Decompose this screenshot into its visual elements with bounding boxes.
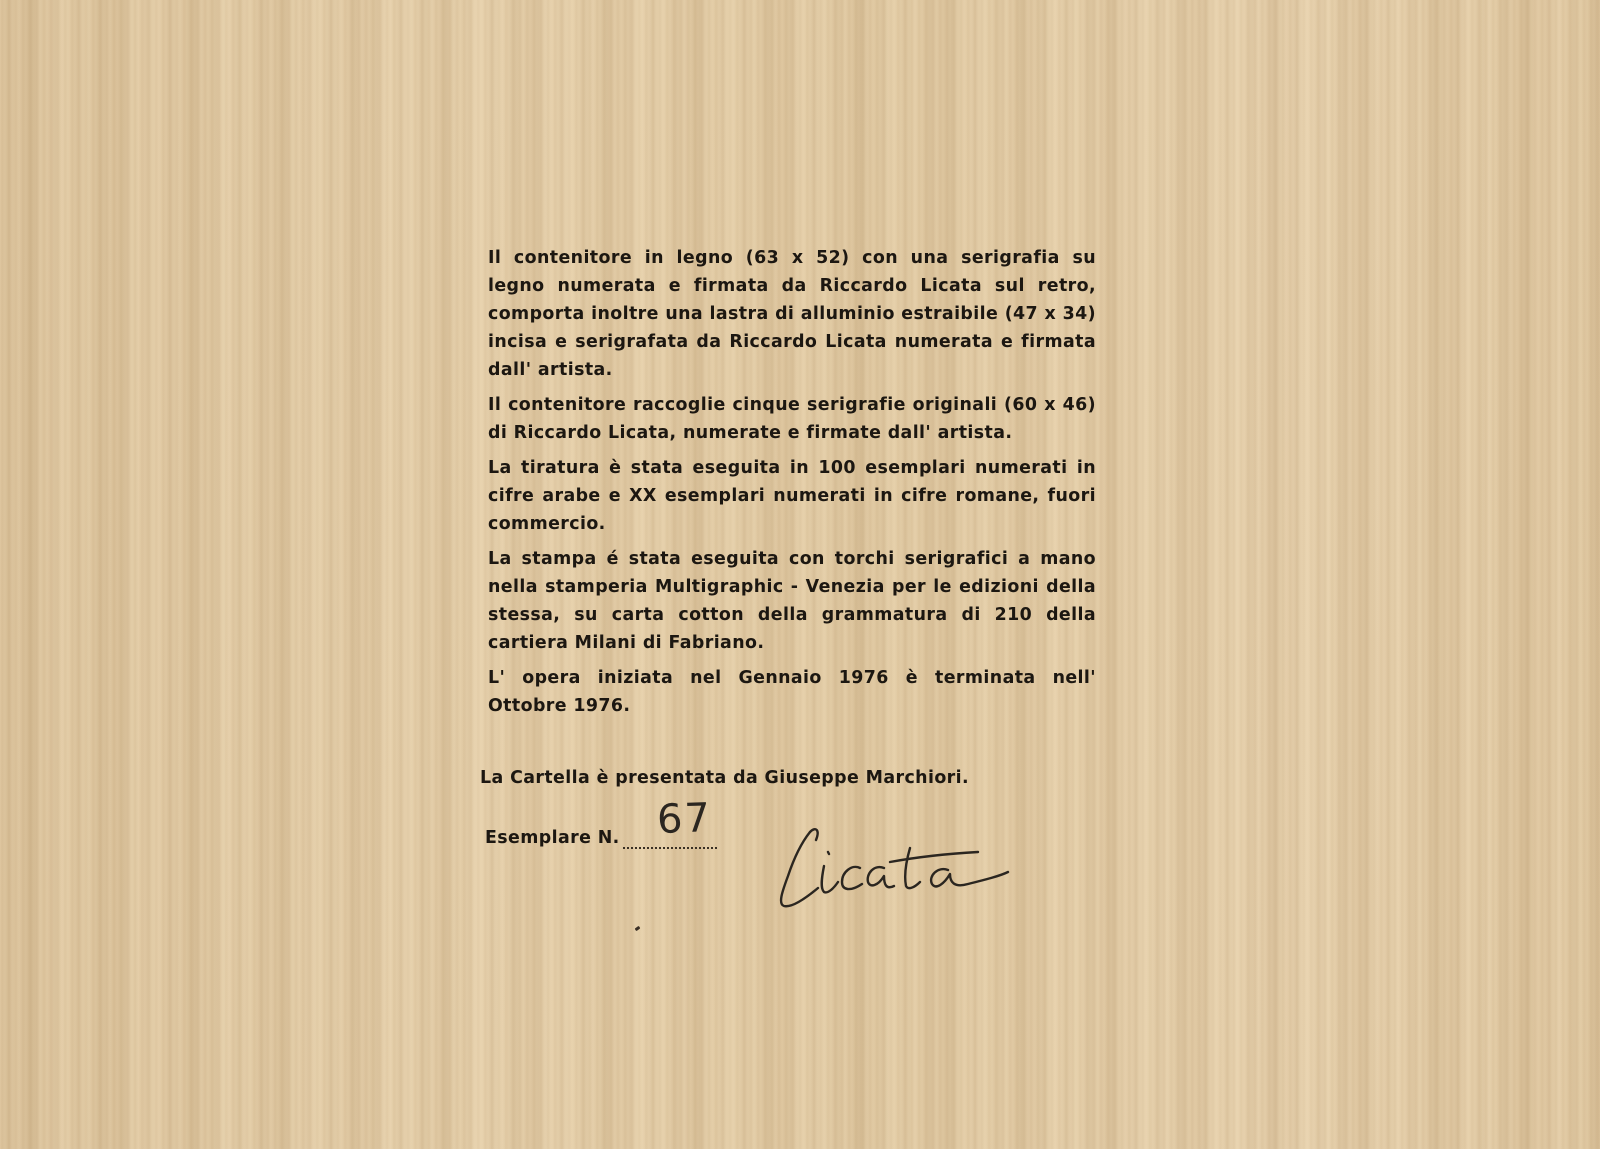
paragraph-printing-details: La stampa é stata eseguita con torchi serigrafici a mano nella stamperia Multigraphic - Venezia per le edizioni della stessa, su carta cotton della grammatura di 210 della cartiera Milani di Fabriano. [488, 549, 1096, 653]
paragraph-dates: L' opera iniziata nel Gennaio 1976 è terminata nell' Ottobre 1976. [488, 668, 1096, 716]
artist-signature [772, 818, 1032, 918]
paragraph-container-description: Il contenitore in legno (63 x 52) con una serigrafia su legno numerata e firmata da Riccardo Licata sul retro, comporta inoltre una lastra di alluminio estraibile (47 x 34) incisa e serigrafata da Riccardo Licata numerata e firmata dall' artista. [488, 248, 1096, 380]
paragraph-prints-description: Il contenitore raccoglie cinque serigrafie originali (60 x 46) di Riccardo Licata, numerate e firmate dall' artista. [488, 395, 1096, 443]
presented-by-line: La Cartella è presentata da Giuseppe Marchiori. [480, 768, 970, 788]
paragraph-edition-size: La tiratura è stata eseguita in 100 esemplari numerati in cifre arabe e XX esemplari numerati in cifre romane, fuori commercio. [488, 458, 1096, 534]
copy-number-dotted-line [623, 847, 717, 849]
handwritten-copy-number: 67 [656, 795, 713, 843]
copy-number-label: Esemplare N. [485, 828, 620, 848]
surface-mark [635, 926, 641, 931]
colophon-text [488, 244, 1096, 727]
